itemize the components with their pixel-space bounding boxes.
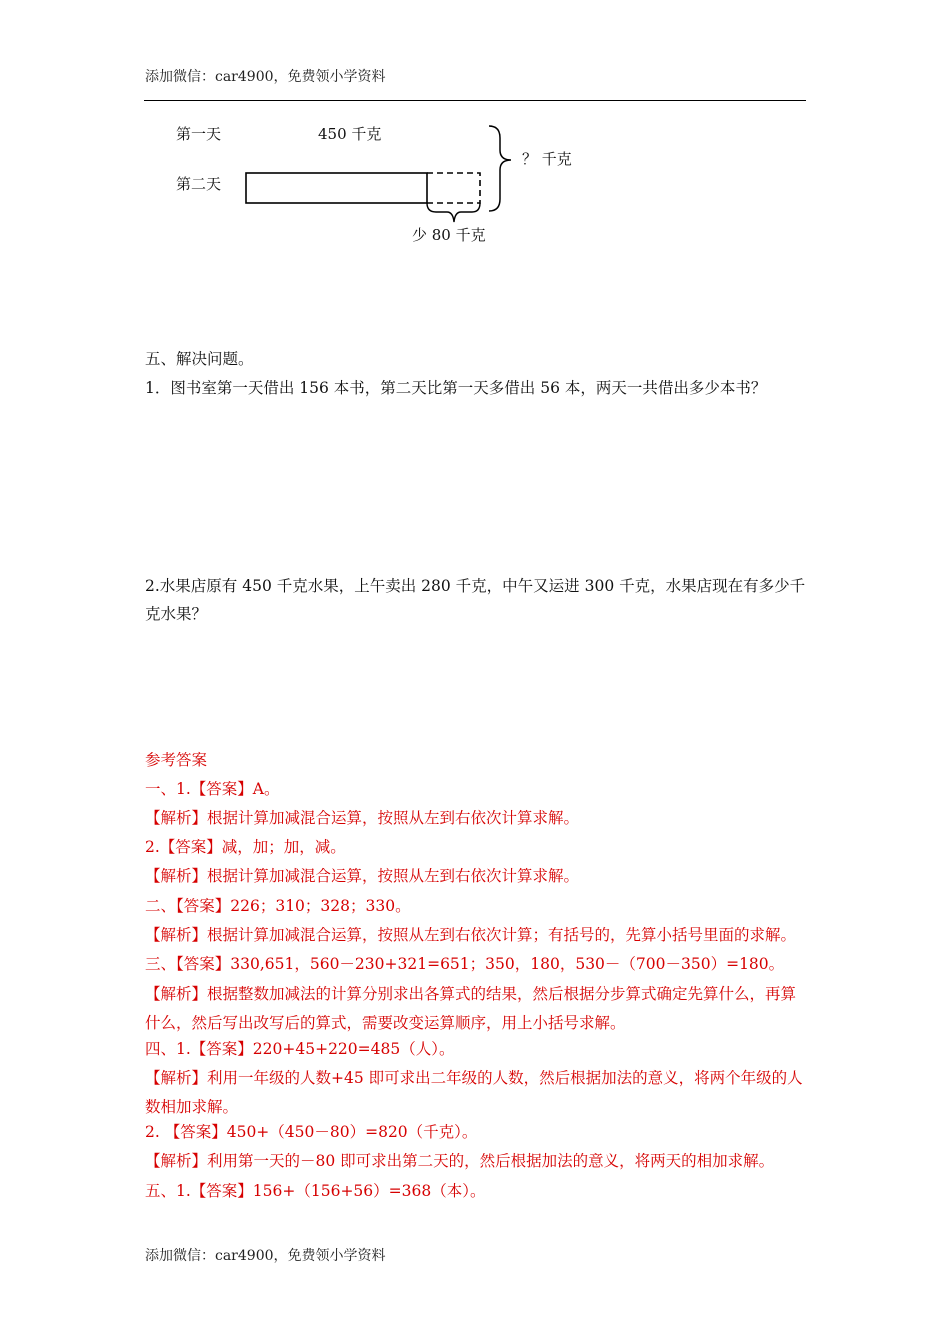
answers-title: 参考答案 — [145, 751, 208, 769]
less-brace — [427, 203, 480, 222]
question-1: 1．图书室第一天借出 156 本书，第二天比第一天多借出 56 本，两天一共借出多少本书？ — [145, 379, 767, 397]
section5-title: 五、解决问题。 — [145, 350, 254, 368]
answer-line: 五、1.【答案】156+（156+56）=368（本）。 — [145, 1182, 486, 1200]
total-brace — [489, 126, 511, 211]
answer-line: 四、1.【答案】220+45+220=485（人）。 — [145, 1040, 455, 1058]
total-unknown-label: ？ 千克 — [522, 150, 572, 168]
answer-line: 【解析】根据计算加减混合运算，按照从左到右依次计算；有括号的，先算小括号里面的求解。 — [145, 926, 797, 944]
dashed-extension — [427, 173, 480, 203]
answer-line: 二、【答案】226；310；328；330。 — [145, 897, 411, 915]
answer-line: 2. 【答案】450+（450－80）=820（千克）。 — [145, 1123, 478, 1141]
page-header: 添加微信：car4900，免费领小学资料 — [145, 69, 386, 85]
answer-line: 【解析】利用第一天的－80 即可求出第二天的，然后根据加法的意义，将两天的相加求解。 — [145, 1152, 775, 1170]
answer-line: 【解析】根据整数加减法的计算分别求出各算式的结果，然后根据分步算式确定先算什么，再算什么，然后写出改写后的算式，需要改变运算顺序，用上小括号求解。 — [145, 985, 797, 1032]
day2-label: 第二天 — [176, 175, 222, 193]
answer-line: 【解析】利用一年级的人数+45 即可求出二年级的人数，然后根据加法的意义，将两个年级的人数相加求解。 — [145, 1069, 803, 1116]
day2-bar — [246, 173, 427, 203]
diagram-graphics — [0, 0, 950, 260]
day1-label: 第一天 — [176, 125, 222, 143]
less-amount-label: 少 80 千克 — [412, 226, 486, 244]
answer-line: 三、【答案】330,651，560－230+321=651；350，180，530－（700－350）=180。 — [145, 955, 785, 973]
answer-line: 【解析】根据计算加减混合运算，按照从左到右依次计算求解。 — [145, 809, 580, 827]
page-footer: 添加微信：car4900，免费领小学资料 — [145, 1248, 386, 1264]
answer-line: 【解析】根据计算加减混合运算，按照从左到右依次计算求解。 — [145, 867, 580, 885]
question-2: 2.水果店原有 450 千克水果，上午卖出 280 千克，中午又运进 300 千克，水果店现在有多少千克水果？ — [145, 577, 806, 623]
answer-line: 一、1.【答案】A。 — [145, 780, 280, 798]
answer-line: 2.【答案】减，加；加，减。 — [145, 838, 346, 856]
day1-value: 450 千克 — [318, 125, 382, 143]
